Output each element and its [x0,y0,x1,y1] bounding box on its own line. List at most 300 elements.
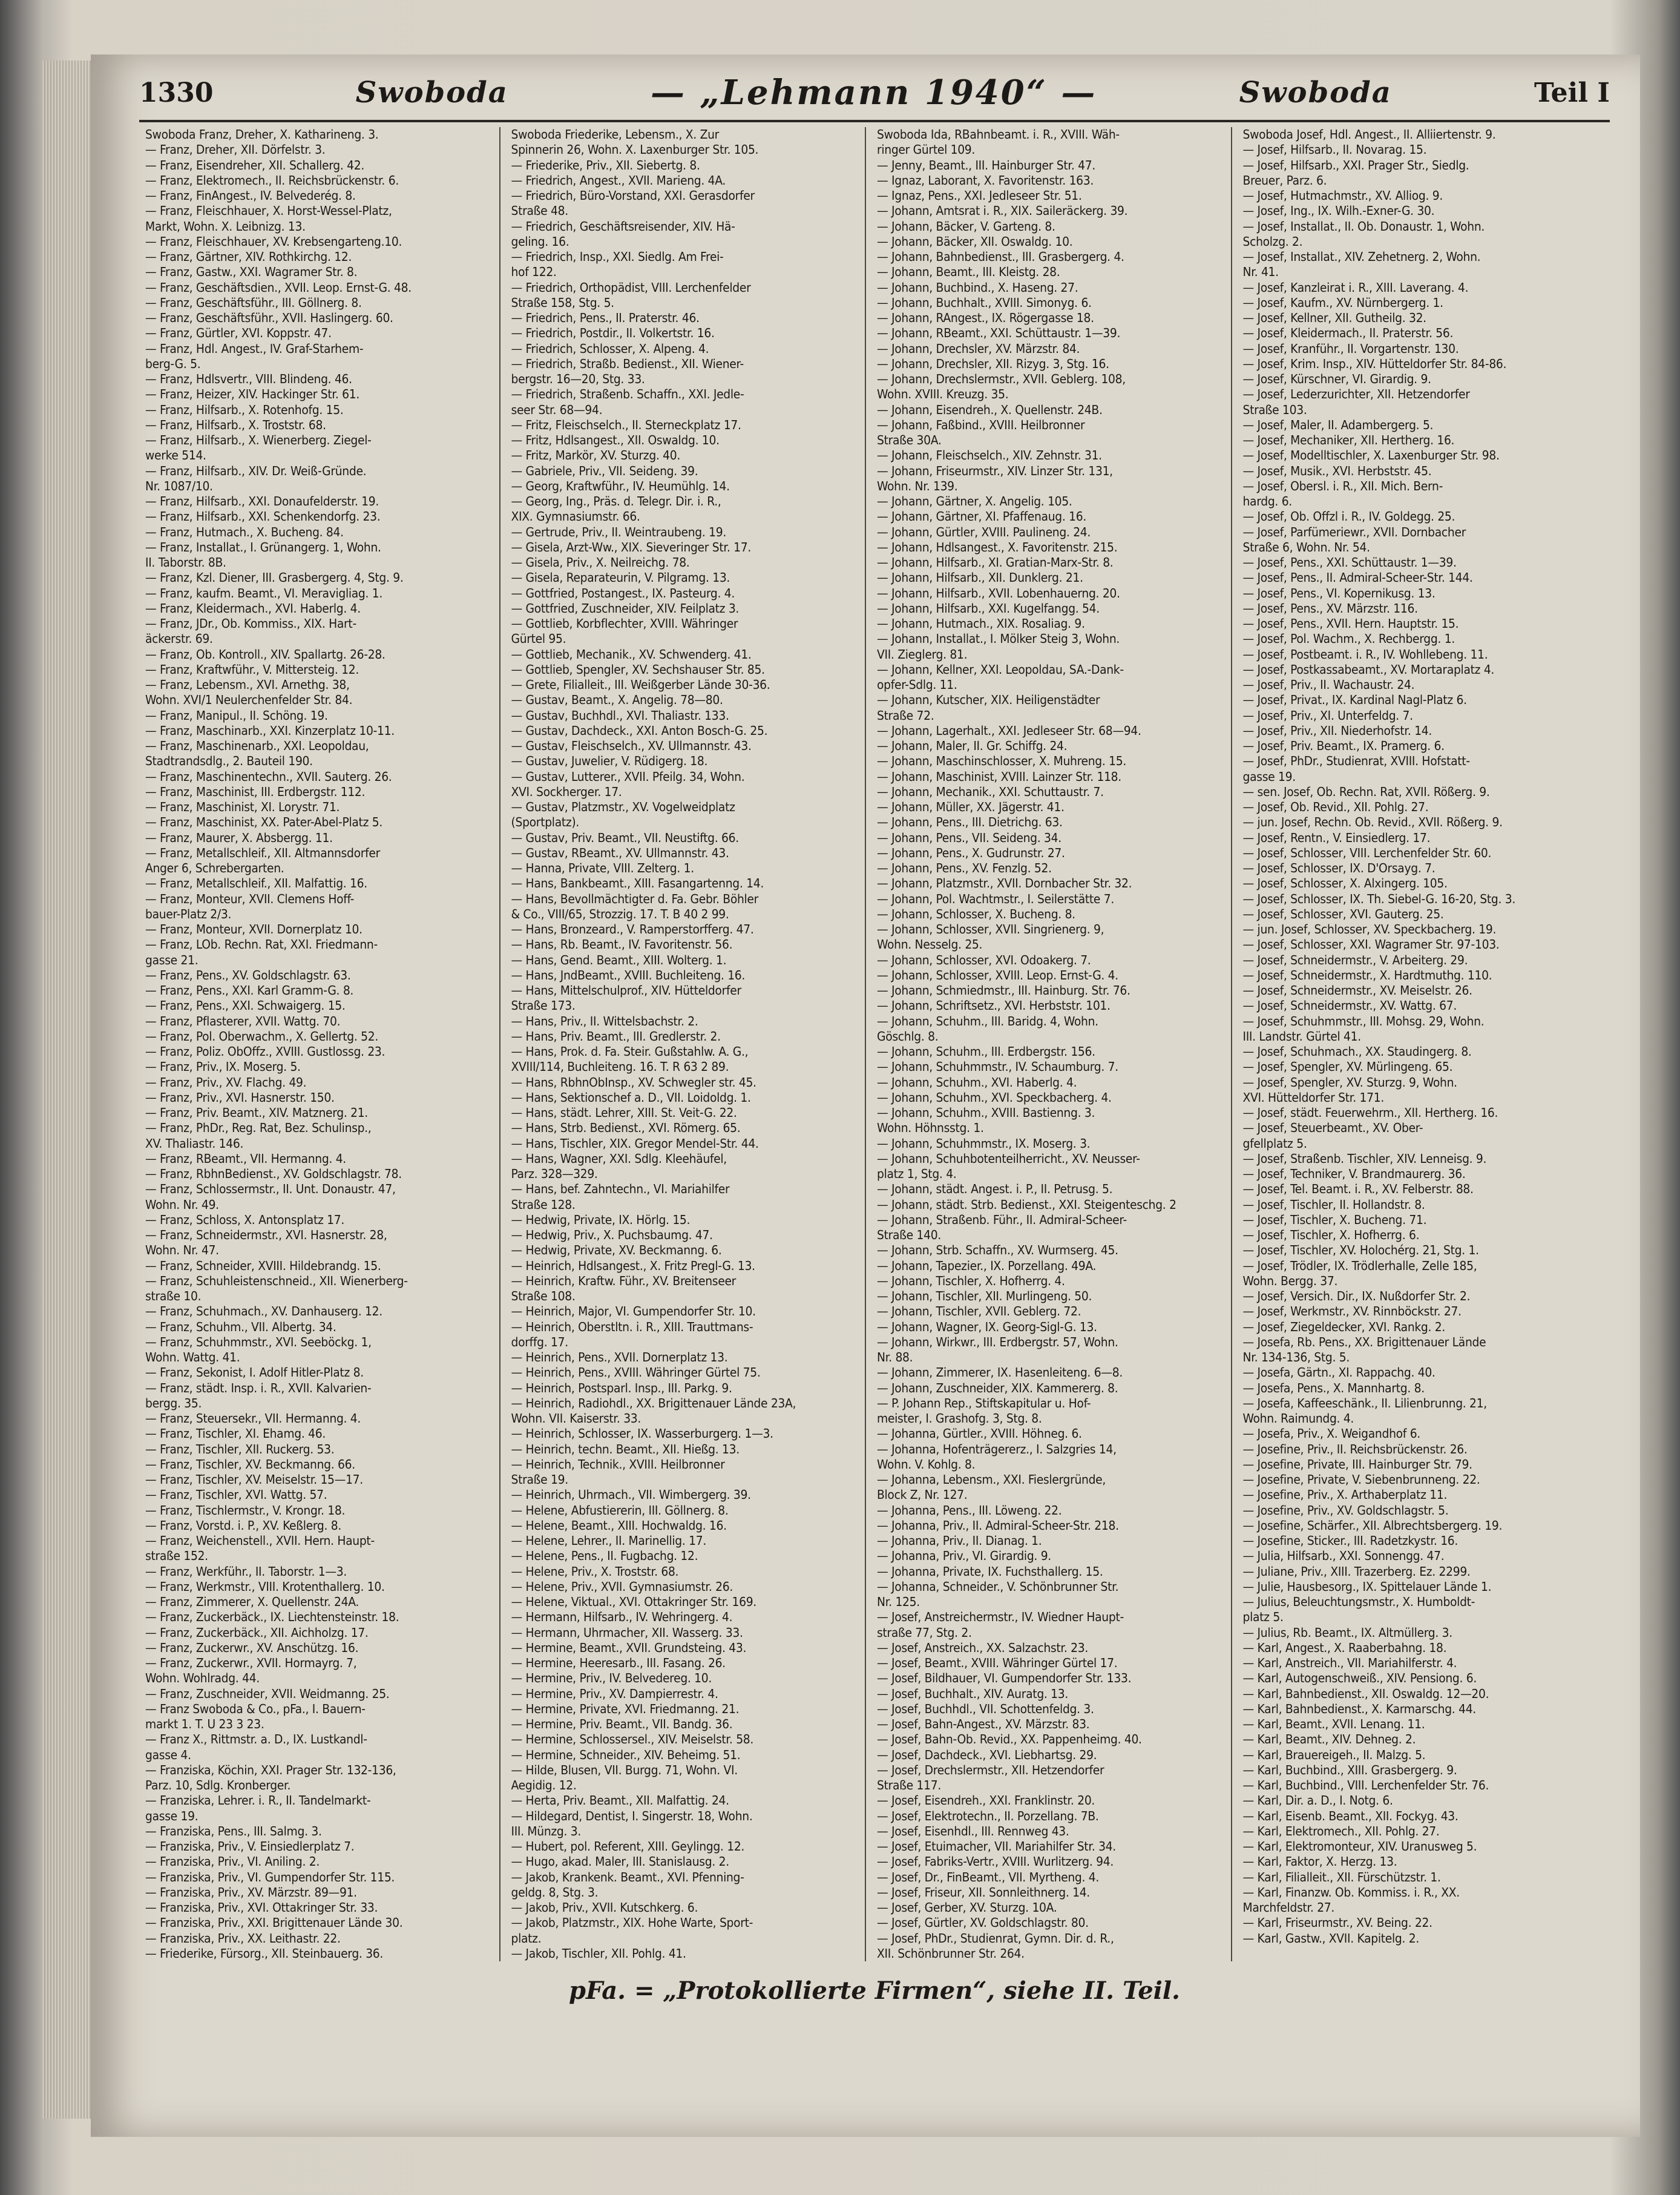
directory-entry: — Franz, Dreher, XII. Dörfelstr. 3. [145,142,326,157]
directory-entry: — Franz, Priv., XVI. Hasnerstr. 150. [145,1090,335,1105]
directory-entry: — Friedrich, Insp., XXI. Siedlg. Am Frei- [511,249,724,264]
directory-entry: — Josef, Ing., IX. Wilh.-Exner-G. 30. [1242,203,1435,219]
directory-entry: — Friedrich, Geschäftsreisender, XIV. Hä- [511,219,735,234]
directory-entry: — Johann, Maler, II. Gr. Schiffg. 24. [877,739,1068,753]
directory-entry: — Josef, Schlosser, XXI. Wagramer Str. 97-103. [1242,937,1500,952]
directory-entry: — Helene, Viktual., XVI. Ottakringer Str. 169. [511,1594,756,1609]
directory-entry: — Josef, Eisendreh., XXI. Franklinstr. 20. [877,1793,1095,1808]
directory-entry: — Josef, Trödler, IX. Trödlerhalle, Zelle 185, [1242,1258,1477,1273]
directory-entry: — Josef, Maler, II. Adambergerg. 5. [1242,417,1434,432]
directory-entry: — Josef, Tischler, II. Hollandstr. 8. [1242,1197,1425,1212]
directory-entry: — Hans, Mittelschulprof., XIV. Hütteldorfer [511,983,741,998]
directory-entry: — Johann, Schlosser, X. Bucheng. 8. [877,906,1075,921]
directory-entry: Wohn. Wattg. 41. [145,1350,240,1364]
directory-entry: — Friederike, Priv., XII. Siebertg. 8. [511,157,700,173]
directory-entry: — Franziska, Köchin, XXI. Prager Str. 132-136, [145,1762,396,1777]
directory-entry: — Hans, Rb. Beamt., IV. Favoritenstr. 56. [511,937,733,952]
listing-columns [145,127,1598,1961]
directory-entry: — Franz, Hilfsarb., XXI. Schenkendorfg. 23. [145,509,381,524]
directory-entry: — Franz, Pens., XV. Goldschlagstr. 63. [145,967,351,982]
directory-entry: — Josef, Gerber, XV. Sturzg. 10A. [877,1900,1057,1915]
directory-entry: — Hermine, Priv. Beamt., VII. Bandg. 36. [511,1717,733,1731]
directory-entry: werke 514. [145,448,206,463]
directory-entry: — Johann, RAngest., IX. Rögergasse 18. [877,311,1094,325]
directory-entry: — Karl, Bahnbedienst., X. Karmarschg. 44. [1242,1701,1476,1716]
directory-entry: — Josef, Pens., XXI. Schüttaustr. 1—39. [1242,555,1457,570]
directory-entry: — Johanna, Gürtler., XVIII. Höhneg. 6. [877,1426,1082,1441]
directory-entry: Straße 108. [511,1289,576,1303]
directory-entry: — Gertrude, Priv., II. Weintraubeng. 19. [511,524,726,539]
directory-entry: — Franz, Pflasterer, XVII. Wattg. 70. [145,1013,341,1028]
directory-entry: — Heinrich, Hdlsangest., X. Fritz Pregl-G. 13. [511,1258,755,1273]
directory-entry: XVI. Hütteldorfer Str. 171. [1242,1090,1384,1105]
directory-entry: — Hans, städt. Lehrer, XIII. St. Veit-G. 22. [511,1105,737,1120]
directory-entry: — Franz, JDr., Ob. Kommiss., XIX. Hart- [145,616,356,631]
directory-entry: — Johann, städt. Angest. i. P., II. Petrusg. 5. [877,1182,1113,1197]
directory-entry: — Franz, Pens., XXI. Schwaigerg. 15. [145,998,346,1013]
directory-entry: XVIII/114, Buchleiteng. 16. T. R 63 2 89. [511,1059,729,1074]
directory-entry: — Karl, Friseurmstr., XV. Being. 22. [1242,1915,1432,1930]
directory-entry: — Josef, Priv., II. Wachaustr. 24. [1242,677,1415,692]
directory-entry: — Franz, Priv. Beamt., XIV. Matznerg. 21. [145,1105,368,1120]
directory-entry: — Josef, Techniker, V. Brandmaurerg. 36. [1242,1167,1466,1181]
directory-entry: — Johann, Bäcker, XII. Oswaldg. 10. [877,234,1073,249]
directory-entry: Swoboda Franz, Dreher, X. Katharineng. 3. [145,127,379,142]
directory-entry: — Josef, Mechaniker, XII. Hertherg. 16. [1242,433,1455,447]
directory-entry: Straße 30A. [877,433,942,447]
directory-entry: meister, I. Grashofg. 3, Stg. 8. [877,1411,1042,1426]
directory-entry: — Josef, Spengler, XV. Mürlingeng. 65. [1242,1059,1453,1074]
directory-entry: — Gottlieb, Spengler, XV. Sechshauser Str. 85. [511,662,765,677]
directory-entry: — Franz, Monteur, XVII. Clemens Hoff- [145,891,355,906]
header-keyword-left: Swoboda [355,76,508,110]
directory-entry: — Jakob, Tischler, XII. Pohlg. 41. [511,1946,686,1961]
directory-entry: — Johann, Pens., III. Dietrichg. 63. [877,815,1063,830]
directory-entry: — Hermann, Uhrmacher, XII. Wasserg. 33. [511,1625,743,1640]
directory-entry: — Franz, Fleischhauer, XV. Krebsengarteng.10. [145,234,402,249]
directory-entry: — Franz, Zuckerbäck., IX. Liechtensteinstr. 18. [145,1610,399,1625]
directory-entry: — Johanna, Priv., VI. Girardig. 9. [877,1548,1051,1564]
directory-entry: Nr. 1087/10. [145,478,213,493]
directory-entry: — Franz, Maschinenarb., XXI. Leopoldau, [145,739,369,753]
directory-entry: — Franz, Eisendreher, XII. Schallerg. 42. [145,157,364,173]
directory-entry: — Josef, Kleidermach., II. Praterstr. 56. [1242,326,1454,341]
directory-entry: — Hermine, Schlossersel., XIV. Meiselstr. 58. [511,1732,754,1747]
directory-entry: Wohn. Raimundg. 4. [1242,1411,1354,1426]
directory-entry: — Franz, PhDr., Reg. Rat, Bez. Schulinsp., [145,1121,372,1136]
directory-entry: — Franz, Sekonist, I. Adolf Hitler-Platz 8. [145,1365,364,1380]
directory-entry: — Gustav, RBeamt., XV. Ullmannstr. 43. [511,845,729,860]
directory-entry: — Johann, Schuhm., III. Baridg. 4, Wohn. [877,1013,1098,1028]
directory-entry: — Johann, Hutmach., XIX. Rosaliag. 9. [877,616,1085,631]
directory-entry: — Johann, Faßbind., XVIII. Heilbronner [877,417,1085,432]
directory-entry: — Johann, RBeamt., XXI. Schüttaustr. 1—39. [877,326,1121,341]
directory-entry: — Franz, Installat., I. Grünangerg. 1, Wohn. [145,539,381,555]
directory-entry: — Franz, Elektromech., II. Reichsbrückenstr. 6. [145,173,399,188]
directory-entry: Nr. 41. [1242,265,1279,280]
directory-entry: — Franz, Lebensm., XVI. Arnethg. 38, [145,677,350,692]
directory-entry: — Johann, Buchbind., X. Haseng. 27. [877,280,1078,295]
directory-entry: — Gustav, Lutterer., XVII. Pfeilg. 34, Wohn. [511,769,745,784]
directory-entry: — Hugo, akad. Maler, III. Stanislausg. 2. [511,1854,729,1869]
directory-entry: — Friedrich, Straßb. Bedienst., XII. Wiener- [511,356,744,371]
directory-entry: — Johann, Strb. Schaffn., XV. Wurmserg. 45. [877,1243,1118,1258]
directory-entry: Straße 173. [511,998,576,1013]
directory-entry: — Josef, Priv. Beamt., IX. Pramerg. 6. [1242,739,1445,753]
listing-column-2 [511,127,867,1961]
directory-entry: — Heinrich, Postsparl. Insp., III. Parkg. 9. [511,1380,732,1395]
directory-entry: — Helene, Beamt., XIII. Hochwaldg. 16. [511,1518,727,1533]
directory-entry: — Georg, Kraftwführ., IV. Heumühlg. 14. [511,478,730,493]
header-keyword-right: Swoboda [1239,76,1392,110]
directory-entry: Wohn. Nr. 47. [145,1243,219,1258]
directory-entry: — Johann, Schuhbotenteilherricht., XV. Neusser- [877,1151,1140,1166]
directory-entry: — Franz, Weichenstell., XVII. Hern. Haupt- [145,1533,375,1548]
directory-entry: — Hedwig, Priv., X. Puchsbaumg. 47. [511,1228,713,1242]
directory-entry: — Johann, Platzmstr., XVII. Dornbacher Str. 32. [877,876,1132,891]
directory-entry: — Josef, Beamt., XVIII. Währinger Gürtel 17. [877,1656,1118,1670]
directory-entry: — Johann, Hilfsarb., XI. Gratian-Marx-Str. 8. [877,555,1114,570]
directory-entry: — Johann, Maschinschlosser, X. Muhreng. 15. [877,754,1127,769]
directory-entry: gasse 19. [1242,769,1296,784]
directory-entry: — Franz, Ob. Kontroll., XIV. Spallartg. 26-28. [145,647,386,662]
directory-entry: (Sportplatz). [511,815,580,830]
directory-entry: — Karl, Dir. a. D., I. Notg. 6. [1242,1793,1393,1808]
directory-entry: — Johann, Buchhalt., XVIII. Simonyg. 6. [877,295,1092,310]
directory-entry: — Franz, RbhnBedienst., XV. Goldschlagstr. 78. [145,1167,402,1181]
directory-entry: Göschlg. 8. [877,1028,939,1044]
directory-entry: — Josef, Modelltischler, X. Laxenburger Str. 98. [1242,448,1500,463]
directory-entry: — Franz, Kleidermach., XVI. Haberlg. 4. [145,601,361,616]
directory-entry: — Josef, Pens., II. Admiral-Scheer-Str. 144. [1242,570,1473,585]
directory-entry: — Johann, Schlosser, XVIII. Leop. Ernst-G. 4. [877,967,1118,982]
directory-entry: — Heinrich, Technik., XVIII. Heilbronner [511,1456,725,1472]
directory-entry: Straße 72. [877,708,934,723]
directory-entry: — Franz, Kraftwführ., V. Mittersteig. 12. [145,662,359,677]
directory-entry: — Josef, Kellner, XII. Gutheilg. 32. [1242,311,1426,325]
directory-entry: — Franz, Maschinist, XI. Lorystr. 71. [145,800,340,814]
directory-entry: — Johann, Drechsler, XV. Märzstr. 84. [877,341,1080,356]
directory-entry: — Josef, PhDr., Studienrat, XVIII. Hofstatt- [1242,754,1470,769]
directory-entry: — Franziska, Priv., XV. Märzstr. 89—91. [145,1884,357,1900]
directory-entry: — Franz, Geschäftsführ., XVII. Haslingerg. 60. [145,311,393,325]
directory-entry: — Johann, Schuhmmstr., IV. Schaumburg. 7. [877,1059,1118,1074]
directory-entry: — Josef, Dr., FinBeamt., VII. Myrtheng. 4. [877,1869,1100,1884]
directory-entry: — Franz, Gürtler, XVI. Koppstr. 47. [145,326,332,341]
directory-entry: Wohn. Nr. 49. [145,1197,219,1212]
directory-entry: — Josef, Anstreich., XX. Salzachstr. 23. [877,1640,1088,1655]
directory-entry: — Johann, Pens., X. Gudrunstr. 27. [877,845,1065,860]
directory-entry: — Heinrich, Major, VI. Gumpendorfer Str. 10. [511,1304,756,1319]
directory-entry: — Josefine, Priv., II. Reichsbrückenstr. 26. [1242,1441,1468,1456]
directory-entry: — Franz, Maurer, X. Absbergg. 11. [145,830,333,845]
directory-entry: Wohn. V. Kohlg. 8. [877,1456,976,1472]
directory-entry: Scholzg. 2. [1242,234,1303,249]
directory-entry: — Josef, Installat., XIV. Zehetnerg. 2, Wohn. [1242,249,1481,264]
directory-entry: — Johann, Schuhm., III. Erdbergstr. 156. [877,1044,1095,1059]
directory-entry: — Hans, Bronzeard., V. Ramperstorfferg. 47. [511,922,754,936]
directory-entry: — Josef, Schlosser, XVI. Gauterg. 25. [1242,906,1444,921]
directory-entry: — Josef, Schneidermstr., V. Arbeiterg. 29. [1242,952,1468,967]
directory-entry: — Franz, Gastw., XXI. Wagramer Str. 8. [145,265,358,280]
directory-entry: — Gustav, Juwelier, V. Rüdigerg. 18. [511,754,708,769]
directory-entry: — Johann, Tapezier., IX. Porzellang. 49A. [877,1258,1097,1273]
directory-entry: — Karl, Beamt., XIV. Dehneg. 2. [1242,1732,1416,1747]
directory-entry: — Karl, Brauereigeh., II. Malzg. 5. [1242,1747,1426,1762]
directory-entry: — Franz, Hutmach., X. Bucheng. 84. [145,524,344,539]
directory-entry: — Fritz, Hdlsangest., XII. Oswaldg. 10. [511,433,720,447]
directory-entry: — Johann, Schuhm., XVI. Haberlg. 4. [877,1074,1077,1090]
directory-entry: — Franz, Manipul., II. Schöng. 19. [145,708,328,723]
directory-entry: platz. [511,1930,542,1946]
directory-entry: — Josef, Friseur, XII. Sonnleithnerg. 14. [877,1884,1090,1900]
directory-entry: — Johann, Hilfsarb., XII. Dunklerg. 21. [877,570,1083,585]
directory-entry: — Ignaz, Pens., XXI. Jedleseer Str. 51. [877,188,1082,203]
directory-entry: — Franz, Priv., XV. Flachg. 49. [145,1074,307,1090]
directory-entry: VII. Zieglerg. 81. [877,647,968,662]
directory-entry: — Franz, Zuschneider, XVII. Weidmanng. 25. [145,1686,390,1701]
directory-entry: — Gisela, Arzt-Ww., XIX. Sieveringer Str. 17. [511,539,752,555]
directory-entry: — Franz, Hilfsarb., XIV. Dr. Weiß-Gründe. [145,463,367,478]
directory-entry: — Karl, Autogenschweiß., XIV. Pensiong. 6. [1242,1671,1477,1686]
directory-entry: III. Münzg. 3. [511,1823,582,1838]
directory-entry: — Hedwig, Private, IX. Hörlg. 15. [511,1212,691,1227]
directory-entry: — Josef, Kranführ., II. Vorgartenstr. 130. [1242,341,1459,356]
directory-entry: — Hans, Bankbeamt., XIII. Fasangartenng. 14. [511,876,764,891]
directory-entry: — Franz, Schlossermstr., II. Unt. Donaustr. 47, [145,1182,396,1197]
directory-entry: Breuer, Parz. 6. [1242,173,1327,188]
directory-entry: gasse 4. [145,1747,191,1762]
directory-entry: — Franz, Schuhmach., XV. Danhauserg. 12. [145,1304,382,1319]
directory-entry: — Franz X., Rittmstr. a. D., IX. Lustkandl- [145,1732,367,1747]
directory-entry: — Josef, Postbeamt. i. R., IV. Wohllebeng. 11. [1242,647,1488,662]
directory-entry: — Josefine, Private, V. Siebenbrunneng. 22. [1242,1472,1480,1487]
directory-entry: — Hilde, Blusen, VII. Burgg. 71, Wohn. VI. [511,1762,738,1777]
directory-entry: — Hildegard, Dentist, I. Singerstr. 18, Wohn. [511,1808,753,1823]
directory-entry: — Heinrich, Uhrmach., VII. Wimbergerg. 39. [511,1487,751,1502]
directory-entry: — Helene, Priv., XVII. Gymnasiumstr. 26. [511,1579,733,1594]
directory-entry: — Josef, Bahn-Ob. Revid., XX. Pappenheimg. 40. [877,1732,1142,1747]
directory-entry: — Hans, Priv. Beamt., III. Gredlerstr. 2. [511,1028,721,1044]
directory-entry: — Franz, städt. Insp. i. R., XVII. Kalvarien- [145,1380,372,1395]
directory-entry: — Johann, Gürtler, XVIII. Paulineng. 24. [877,524,1091,539]
directory-entry: — Johann, Bahnbedienst., III. Grasbergerg. 4. [877,249,1124,264]
directory-entry: — Franz, Zimmerer, X. Quellenstr. 24A. [145,1594,359,1609]
directory-entry: — Franz, Tischler, XV. Meiselstr. 15—17. [145,1472,363,1487]
directory-entry: — Josef, Priv., XI. Unterfeldg. 7. [1242,708,1413,723]
directory-entry: — Josef, Werkmstr., XV. Rinnböckstr. 27. [1242,1304,1462,1319]
directory-entry: — Hermine, Beamt., XVII. Grundsteing. 43. [511,1640,747,1655]
directory-entry: — Josef, Tel. Beamt. i. R., XV. Felberstr. 88. [1242,1182,1474,1197]
directory-entry: — Johann, Friseurmstr., XIV. Linzer Str. 131, [877,463,1113,478]
directory-entry: — Johann, Amtsrat i. R., XIX. Saileräckerg. 39. [877,203,1128,219]
directory-entry: — Jakob, Priv., XVII. Kutschkerg. 6. [511,1900,698,1915]
directory-entry: — Gottlieb, Mechanik., XV. Schwenderg. 41. [511,647,752,662]
directory-entry: — Josef, Gürtler, XV. Goldschlagstr. 80. [877,1915,1089,1930]
directory-entry: — Gustav, Platzmstr., XV. Vogelweidplatz [511,800,735,814]
directory-entry: — Johann, Gärtner, XI. Pfaffenaug. 16. [877,509,1086,524]
directory-entry: Nr. 88. [877,1350,913,1364]
directory-entry: — Josef, Installat., II. Ob. Donaustr. 1, Wohn. [1242,219,1485,234]
directory-entry: bauer-Platz 2/3. [145,906,232,921]
directory-entry: — Franz, Werkführ., II. Taborstr. 1—3. [145,1564,347,1579]
directory-entry: Gürtel 95. [511,631,566,647]
directory-entry: Wohn. VII. Kaiserstr. 33. [511,1411,641,1426]
directory-entry: Parz. 10, Sdlg. Kronberger. [145,1778,291,1792]
directory-entry: — Franz, Tischler, XVI. Wattg. 57. [145,1487,327,1502]
header-rule [139,120,1610,122]
directory-entry: — Josef, Tischler, X. Bucheng. 71. [1242,1212,1427,1227]
directory-entry: Block Z, Nr. 127. [877,1487,968,1502]
directory-entry: — Johann, Schuhmmstr., IX. Moserg. 3. [877,1136,1091,1151]
directory-entry: — Hermine, Priv., IV. Belvedereg. 10. [511,1671,712,1686]
directory-entry: — Josefine, Priv., XV. Goldschlagstr. 5. [1242,1502,1449,1518]
directory-entry: — Josef, Elektrotechn., II. Porzellang. 7B. [877,1808,1099,1823]
directory-entry: — Josef, Ob. Revid., XII. Pohlg. 27. [1242,800,1429,814]
directory-entry: — Franz, Metallschleif., XII. Altmannsdorfer [145,845,380,860]
directory-entry: — Josef, Etuimacher, VII. Mariahilfer Str. 34. [877,1839,1116,1854]
directory-entry: — Hans, Bevollmächtigter d. Fa. Gebr. Böhler [511,891,759,906]
directory-entry: — Josef, Schuhmmstr., III. Mohsg. 29, Wohn. [1242,1013,1485,1028]
directory-entry: — Helene, Abfustiererin, III. Göllnerg. 8. [511,1502,729,1518]
directory-entry: — Franz, Zuckerwr., XV. Anschützg. 16. [145,1640,359,1655]
directory-entry: berg-G. 5. [145,356,201,371]
directory-entry: — Josefine, Sticker., III. Radetzkystr. 16. [1242,1533,1459,1548]
directory-entry: — Karl, Finanzw. Ob. Kommiss. i. R., XX. [1242,1884,1460,1900]
directory-entry: — Josef, Hilfsarb., II. Novarag. 15. [1242,142,1427,157]
directory-entry: — Franz, Pol. Oberwachm., X. Gellertg. 52. [145,1028,379,1044]
directory-entry: — Johann, Wirkwr., III. Erdbergstr. 57, Wohn. [877,1334,1118,1349]
directory-entry: — Hans, JndBeamt., XVIII. Buchleiteng. 16. [511,967,746,982]
directory-entry: — Gustav, Fleischselch., XV. Ullmannstr. 43. [511,739,752,753]
directory-entry: gfellplatz 5. [1242,1136,1307,1151]
directory-entry: — Johann, Kellner, XXI. Leopoldau, SA.-Dank- [877,662,1124,677]
directory-entry: hardg. 6. [1242,494,1292,508]
directory-entry: — Ignaz, Laborant, X. Favoritenstr. 163. [877,173,1094,188]
directory-entry: — Josef, Schlosser, X. Alxingerg. 105. [1242,876,1448,891]
directory-entry: Marchfeldstr. 27. [1242,1900,1335,1915]
directory-entry: — Franziska, Lehrer. i. R., II. Tandelmarkt- [145,1793,371,1808]
directory-entry: — Franziska, Pens., III. Salmg. 3. [145,1823,322,1838]
directory-entry: — Josef, Lederzurichter, XII. Hetzendorfer [1242,387,1470,402]
directory-entry: Nr. 125. [877,1594,920,1609]
directory-entry: bergg. 35. [145,1395,202,1410]
directory-entry: — Johann, Drechslermstr., XVII. Geblerg. 108, [877,372,1126,386]
directory-entry: — Georg, Ing., Präs. d. Telegr. Dir. i. R., [511,494,721,508]
directory-entry: platz 1, Stg. 4. [877,1167,957,1181]
listing-column-3 [877,127,1232,1961]
directory-entry: straße 77, Stg. 2. [877,1625,972,1640]
directory-entry: — Johanna, Lebensm., XXI. Fieslergründe, [877,1472,1106,1487]
directory-entry: — Johann, Fleischselch., XIV. Zehnstr. 31. [877,448,1102,463]
directory-entry: hof 122. [511,265,557,280]
directory-entry: Wohn. Höhnsstg. 1. [877,1121,984,1136]
directory-entry: — Franziska, Priv., XX. Leithastr. 22. [145,1930,341,1946]
directory-entry: — Josefine, Priv., X. Arthaberplatz 11. [1242,1487,1448,1502]
directory-entry: — Josef, Kürschner, VI. Girardig. 9. [1242,372,1431,386]
directory-entry: — Josef, Bahn-Angest., XV. Märzstr. 83. [877,1717,1090,1731]
directory-entry: Aegidig. 12. [511,1778,577,1792]
directory-entry: — Josef, Kanzleirat i. R., XIII. Laverang. 4. [1242,280,1469,295]
directory-entry: — Josefa, Kaffeeschänk., II. Lilienbrunng. 21, [1242,1395,1487,1410]
directory-entry: — Josef, Fabriks-Vertr., XVIII. Wurlitzerg. 94. [877,1854,1114,1869]
directory-entry: — Hermine, Priv., XV. Dampierrestr. 4. [511,1686,718,1701]
directory-entry: — Gisela, Reparateurin, V. Pilgramg. 13. [511,570,730,585]
directory-entry: — Franz, Metallschleif., XII. Malfattig. 16. [145,876,367,891]
directory-entry: bergstr. 16—20, Stg. 33. [511,372,645,386]
directory-entry: — Josef, Tischler, XV. Holochérg. 21, Stg. 1. [1242,1243,1479,1258]
directory-entry: — Josef, Schuhmach., XX. Staudingerg. 8. [1242,1044,1472,1059]
directory-entry: — Karl, Anstreich., VII. Mariahilferstr. 4. [1242,1656,1457,1670]
directory-entry: geldg. 8, Stg. 3. [511,1884,599,1900]
directory-entry: III. Landstr. Gürtel 41. [1242,1028,1361,1044]
section-label: Teil I [1534,77,1610,108]
directory-entry: — Josef, Kaufm., XV. Nürnbergerg. 1. [1242,295,1443,310]
directory-entry: — Johanna, Private, IX. Fuchsthallerg. 15. [877,1564,1103,1579]
directory-entry: — Johann, Zimmerer, IX. Hasenleiteng. 6—8. [877,1365,1123,1380]
directory-entry: — Gustav, Beamt., X. Angelig. 78—80. [511,693,723,708]
directory-entry: — Josef, Dachdeck., XVI. Liebhartsg. 29. [877,1747,1097,1762]
directory-entry: XIX. Gymnasiumstr. 66. [511,509,640,524]
directory-entry: — P. Johann Rep., Stiftskapitular u. Hof- [877,1395,1091,1410]
directory-entry: Swoboda Ida, RBahnbeamt. i. R., XVIII. Wäh- [877,127,1120,142]
directory-entry: — Karl, Bahnbedienst., XII. Oswaldg. 12—20. [1242,1686,1489,1701]
directory-entry: — Johanna, Priv., II. Dianag. 1. [877,1533,1042,1548]
directory-entry: — Franziska, Priv., VI. Gumpendorfer Str. 115. [145,1869,395,1884]
directory-entry: — Josef, Hutmachmstr., XV. Alliog. 9. [1242,188,1443,203]
directory-entry: — Julius, Rb. Beamt., IX. Altmüllerg. 3. [1242,1625,1452,1640]
directory-entry: — Hermann, Hilfsarb., IV. Wehringerg. 4. [511,1610,733,1625]
directory-entry: — Helene, Priv., X. Troststr. 68. [511,1564,679,1579]
directory-entry: — Gottlieb, Korbflechter, XVIII. Währinger [511,616,738,631]
directory-entry: — Julie, Hausbesorg., IX. Spittelauer Lände 1. [1242,1579,1492,1594]
directory-entry: ringer Gürtel 109. [877,142,976,157]
directory-entry: — Karl, Buchbind., XIII. Grasbergerg. 9. [1242,1762,1457,1777]
directory-entry: — Karl, Gastw., XVII. Kapitelg. 2. [1242,1930,1419,1946]
directory-entry: — Gustav, Priv. Beamt., VII. Neustiftg. 66. [511,830,739,845]
directory-entry: — jun. Josef, Rechn. Ob. Revid., XVII. Rößerg. 9. [1242,815,1503,830]
directory-entry: opfer-Sdlg. 11. [877,677,957,692]
directory-entry: — Gottfried, Zuschneider, XIV. Feilplatz 3. [511,601,740,616]
directory-entry: — sen. Josef, Ob. Rechn. Rat, XVII. Rößerg. 9. [1242,784,1490,799]
directory-entry: — Franziska, Priv., VI. Aniling. 2. [145,1854,320,1869]
directory-entry: — Friedrich, Orthopädist, VIII. Lerchenfelder [511,280,751,295]
directory-entry: Straße 117. [877,1778,941,1792]
directory-entry: — Heinrich, Pens., XVII. Dornerplatz 13. [511,1350,728,1364]
directory-entry: — Franz, Hdl. Angest., IV. Graf-Starhem- [145,341,364,356]
directory-entry: Wohn. Wohlradg. 44. [145,1671,260,1686]
directory-entry: — Heinrich, Pens., XVIII. Währinger Gürtel 75. [511,1365,761,1380]
directory-entry: — Franz, Maschinist, XX. Pater-Abel-Platz 5. [145,815,382,830]
directory-entry: — Franz, Hilfsarb., XXI. Donaufelderstr. 19. [145,494,379,508]
directory-entry: — Karl, Angest., X. Raaberbahng. 18. [1242,1640,1447,1655]
directory-entry: — Josef, Buchhdl., VII. Schottenfeldg. 3. [877,1701,1094,1716]
directory-entry: — Franz, Werkmstr., VIII. Krotenthallerg. 10. [145,1579,385,1594]
directory-entry: — Johann, Schriftsetz., XVI. Herbststr. 101. [877,998,1111,1013]
directory-entry: — Franz, Pens., XXI. Karl Gramm-G. 8. [145,983,354,998]
directory-entry: — Franz, Tischler, XII. Ruckerg. 53. [145,1441,335,1456]
directory-entry: — Hans, Strb. Bedienst., XVI. Römerg. 65. [511,1121,741,1136]
directory-entry: — Josef, Postkassabeamt., XV. Mortaraplatz 4. [1242,662,1495,677]
directory-entry: — Johann, Mechanik., XXI. Schuttaustr. 7. [877,784,1104,799]
directory-entry: — Hubert, pol. Referent, XIII. Geylingg. 12. [511,1839,745,1854]
directory-entry: — Josef, Pens., XVII. Hern. Hauptstr. 15. [1242,616,1459,631]
directory-entry: — Josef, Drechslermstr., XII. Hetzendorfer [877,1762,1104,1777]
directory-entry: — Josef, Straßenb. Tischler, XIV. Lenneisg. 9. [1242,1151,1487,1166]
directory-entry: Straße 103. [1242,402,1307,417]
directory-entry: Parz. 328—329. [511,1167,598,1181]
page-header [139,71,1610,114]
